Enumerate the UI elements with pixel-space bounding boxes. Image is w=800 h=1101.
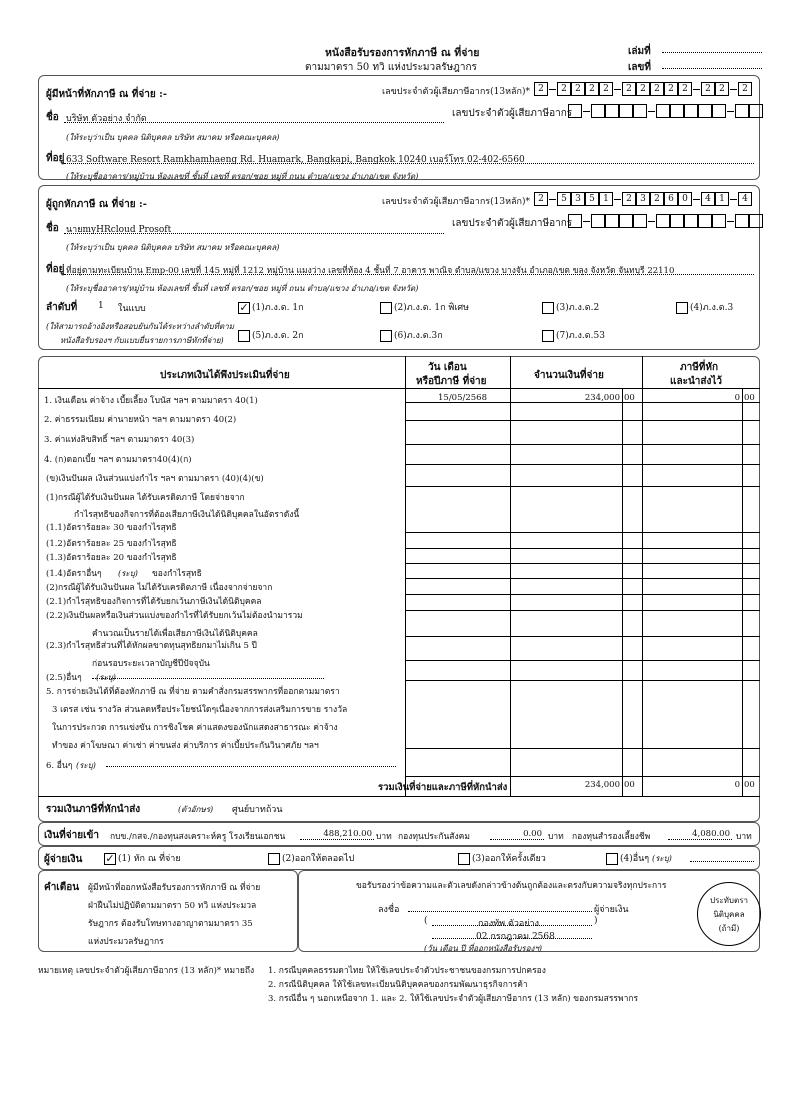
checkbox-icon [380,302,392,314]
checkbox-icon [606,853,618,865]
row-2-5: (2.5)อื่นๆ [46,673,82,683]
payer-type-once[interactable]: (3)ออกให้ครั้งเดียว [458,851,546,865]
payer-name: บริษัท ตัวอย่าง จำกัด [66,114,147,124]
total-tax-dec: 00 [744,780,755,790]
checkbox-icon: ✓ [239,300,249,314]
checkbox-icon [676,302,688,314]
payer-name-label: ชื่อ [46,112,59,123]
col-tax-2: และนำส่งไว้ [670,376,723,387]
warning-label: คำเตือน [44,882,80,893]
row1-date: 15/05/2568 [438,393,487,403]
payer-type-always[interactable]: (2)ออกให้ตลอดไป [268,851,354,865]
sequence-value: 1 [98,301,104,311]
col-date-2: หรือปีภาษี ที่จ่าย [416,376,487,387]
form-option-pnd53[interactable]: (7)ภ.ง.ด.53 [542,328,605,342]
doc-no-label: เลขที่ [628,62,651,73]
payee-taxid-field[interactable]: 2 5 3 5 1 2 3 2 6 0 4 1 4 [534,192,752,206]
total-label: รวมเงินที่จ่ายและภาษีที่หักนำส่ง [378,782,508,793]
row-no-credit: (2)กรณีผู้ได้รับเงินปันผล ไม่ได้รับเครดิตภาษี เนื่องจากจ่ายจาก [46,583,273,593]
company-stamp: ประทับตรา นิติบุคคล (ถ้ามี) [697,882,761,946]
payer-taxid2-label: เลขประจำตัวผู้เสียภาษีอากร [452,108,573,119]
tax-in-words-label: รวมเงินภาษีที่หักนำส่ง [46,804,141,815]
row1-tax-dec: 00 [744,393,755,403]
fund-label: เงินที่จ่ายเข้า [44,830,99,841]
sequence-hint-1: (ให้สามารถอ้างอิงหรือสอบยันกันได้ระหว่างลำดับที่ตาม [46,322,234,331]
signature-label: ลงชื่อ [378,905,400,915]
tax-in-words-value: ศูนย์บาทถ้วน [232,805,283,815]
form-title: หนังสือรับรองการหักภาษี ณ ที่จ่าย [325,47,480,59]
row-2-2: (2.2)เงินปันผลหรือเงินส่วนแบ่งของกำไรที่ได้รับยกเว้นไม่ต้องนำมารวม [46,611,303,621]
checkbox-icon [268,853,280,865]
form-type-label: ในแบบ [118,304,146,314]
certify-text: ขอรับรองว่าข้อความและตัวเลขดังกล่าวข้างต้นถูกต้องและตรงกับความจริงทุกประการ [356,881,667,891]
row-credit-case: (1)กรณีผู้ได้รับเงินปันผล ได้รับเครดิตภาษี โดยจ่ายจาก [46,493,245,503]
form-subtitle: ตามมาตรา 50 ทวิ แห่งประมวลรัษฎากร [305,62,477,73]
payee-taxid-label: เลขประจำตัวผู้เสียภาษีอากร(13หลัก)* [382,197,530,207]
row-salary: 1. เงินเดือน ค่าจ้าง เบี้ยเลี้ยง โบนัส ฯลฯ ตามมาตรา 40(1) [44,396,258,406]
payer-address-label: ที่อยู่ [46,153,65,164]
signature-line[interactable] [408,911,592,912]
row-rate-30: (1.1)อัตราร้อยละ 30 ของกำไรสุทธิ [46,523,177,533]
fund-sso-value: 0.00 [523,829,542,839]
payee-name-label: ชื่อ [46,223,59,234]
row-6: 6. อื่นๆ [46,761,73,771]
form-option-pnd2k[interactable]: (5)ภ.ง.ด. 2ก [238,328,304,342]
payee-heading: ผู้ถูกหักภาษี ณ ที่จ่าย :- [46,199,147,210]
signer-name: กองทัพ ตัวอย่าง [478,919,540,929]
book-label: เล่มที่ [628,46,651,57]
row-credit-rate: กำไรสุทธิของกิจการที่ต้องเสียภาษีเงินได้นิติบุคคลในอัตราดังนี้ [74,510,300,520]
checkbox-icon: ✓ [105,851,115,865]
row-rate-other: (1.4)อัตราอื่นๆ [46,569,102,579]
payer-name-hint: (ให้ระบุว่าเป็น บุคคล นิติบุคคล บริษัท สมาคม หรือคณะบุคคล) [66,133,280,142]
row-rate-25: (1.2)อัตราร้อยละ 25 ของกำไรสุทธิ [46,539,177,549]
notes-ref: เลขประจำตัวผู้เสียภาษีอากร (13 หลัก)* หมายถึง [76,966,255,976]
notes-label: หมายเหตุ [38,966,73,976]
payee-address-hint: (ให้ระบุชื่ออาคาร/หมู่บ้าน ห้องเลขที่ ชั้นที่ เลขที่ ตรอก/ซอย หมู่ที่ ถนน ตำบล/แขวง อำเภอ/เขต จังหวัด) [66,284,419,293]
issue-date: 02 กรกฎาคม 2568 [476,932,555,942]
form-option-pnd3[interactable]: (4)ภ.ง.ด.3 [676,300,733,314]
fund-pvd-value: 4,080.00 [692,829,730,839]
payee-taxid2-field[interactable] [568,214,763,228]
checkbox-icon [380,330,392,342]
checkbox-icon [238,330,250,342]
form-option-pnd1k-special[interactable]: (2)ภ.ง.ด. 1ก พิเศษ [380,300,469,314]
row-2-3: (2.3)กำไรสุทธิส่วนที่ได้หักผลขาดทุนสุทธิยกมาไม่เกิน 5 ปี [46,641,257,651]
col-tax-1: ภาษีที่หัก [680,362,719,373]
note-2: 2. กรณีนิติบุคคล ให้ใช้เลขทะเบียนนิติบุคคลของกรมพัฒนาธุรกิจการค้า [268,980,528,990]
payee-address: ที่อยู่ตามทะเบียนบ้าน Emp-00 เลขที่ 145 หมู่ที่ 1212 หมู่บ้าน แมงว่าง เลขที่ห้อง 4 ชั้นที่ 7 อาคาร พาณิจ ตำบล/แขวง บางจัน อำเภอ/เขต ขลุง จังหวัด จันทบุรี 22110 [66,266,675,276]
payer-type-withhold[interactable]: ✓ (1) หัก ณ ที่จ่าย [105,851,181,865]
col-date-1: วัน เดือน [428,362,467,373]
checkbox-icon [458,853,470,865]
payer-heading: ผู้มีหน้าที่หักภาษี ณ ที่จ่าย :- [46,89,168,100]
row-5: 5. การจ่ายเงินได้ที่ต้องหักภาษี ณ ที่จ่าย ตามคำสั่งกรมสรรพากรที่ออกตามมาตรา [46,687,340,697]
payer-taxid2-field[interactable] [568,104,763,118]
checkbox-icon [542,330,554,342]
row1-amount-dec: 00 [624,393,635,403]
payer-taxid-field[interactable]: 2 2 2 2 2 2 2 2 2 2 2 2 2 [534,82,752,96]
col-income-type: ประเภทเงินได้พึงประเมินที่จ่าย [160,370,290,381]
note-3: 3. กรณีอื่น ๆ นอกเหนือจาก 1. และ 2. ให้ใช้เลขประจำตัวผู้เสียภาษีอากร (13 หลัก) ของกรมสรรพากร [268,994,639,1004]
issue-date-hint: (วัน เดือน ปี ที่ออกหนังสือรับรองฯ) [424,944,543,953]
payee-name-hint: (ให้ระบุว่าเป็น บุคคล นิติบุคคล บริษัท สมาคม หรือคณะบุคคล) [66,243,280,252]
row-2-1: (2.1)กำไรสุทธิของกิจการที่ได้รับยกเว้นภาษีเงินได้นิติบุคคล [46,597,262,607]
form-option-pnd3k[interactable]: (6)ภ.ง.ด.3ก [380,328,443,342]
payer-type-label: ผู้จ่ายเงิน [44,854,83,865]
payer-address-hint: (ให้ระบุชื่ออาคาร/หมู่บ้าน ห้องเลขที่ ชั้นที่ เลขที่ ตรอก/ซอย หมู่ที่ ถนน ตำบล/แขวง อำเภอ/เขต จังหวัด) [66,172,419,181]
row-rate-20: (1.3)อัตราร้อยละ 20 ของกำไรสุทธิ [46,553,177,563]
payer-type-other[interactable]: (4)อื่นๆ (ระบุ) [606,851,672,865]
sequence-hint-2: หนังสือรับรองฯ กับแบบยื่นรายการภาษีหักที่จ่าย) [60,336,224,345]
payer-taxid-label: เลขประจำตัวผู้เสียภาษีอากร(13หลัก)* [382,87,530,97]
form-option-pnd1k[interactable]: ✓ (1)ภ.ง.ด. 1ก [239,300,304,314]
form-option-pnd2[interactable]: (3)ภ.ง.ด.2 [542,300,599,314]
payee-name: นายmyHRcloud Prosoft [66,225,172,235]
row-royalty: 3. ค่าแห่งลิขสิทธิ์ ฯลฯ ตามมาตรา 40(3) [44,435,195,445]
row1-tax: 0 [734,393,740,403]
payee-taxid2-label: เลขประจำตัวผู้เสียภาษีอากร [452,218,573,229]
note-1: 1. กรณีบุคคลธรรมดาไทย ให้ใช้เลขประจำตัวประชาชนของกรมการปกครอง [268,966,546,976]
total-amount-dec: 00 [624,780,635,790]
payer-address: 633 Software Resort Ramkhamhaeng Rd. Huamark, Bangkapi, Bangkok 10240 เบอร์โทร 02-402-6560 [66,155,525,165]
row1-amount: 234,000 [584,393,620,403]
row-dividend: (ข)เงินปันผล เงินส่วนแบ่งกำไร ฯลฯ ตามมาตรา (40)(4)(ข) [46,474,264,484]
row-fees: 2. ค่าธรรมเนียม ค่านายหน้า ฯลฯ ตามมาตรา 40(2) [44,415,237,425]
checkbox-icon [542,302,554,314]
sequence-label: ลำดับที่ [46,302,78,313]
col-amount: จำนวนเงินที่จ่าย [534,370,604,381]
total-tax: 0 [734,780,740,790]
row-interest: 4. (ก)ดอกเบี้ย ฯลฯ ตามมาตรา40(4)(ก) [44,455,192,465]
payee-address-label: ที่อยู่ [46,264,65,275]
total-amount: 234,000 [584,780,620,790]
fund-gpf-value: 488,210.00 [323,829,372,839]
